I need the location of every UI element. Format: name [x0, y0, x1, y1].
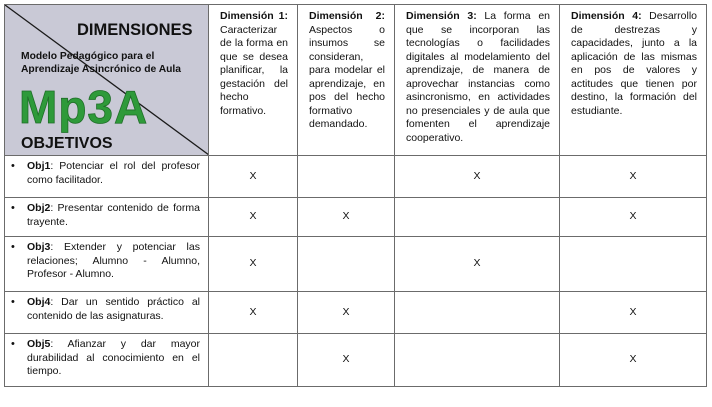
- obj3-dim1-mark: X: [209, 237, 298, 292]
- objective-3-cell: • Obj3: Extender y potenciar las relaciones; Alumno - Alumno, Profesor - Alumno.: [5, 237, 209, 292]
- objective-2-cell: • Obj2: Presentar contenido de forma trayente.: [5, 198, 209, 237]
- obj4-dim3-mark: [395, 292, 560, 334]
- corner-graphic: [5, 5, 209, 155]
- obj4-dim4-mark: X: [560, 292, 707, 334]
- obj1-dim3-mark: X: [395, 156, 560, 198]
- bullet-icon: •: [11, 296, 15, 308]
- table-row: [5, 292, 707, 334]
- objective-1-cell: • Obj1: Potenciar el rol del profesor como facilitador.: [5, 156, 209, 198]
- obj5-dim4-mark: X: [560, 334, 707, 387]
- objective-3-label: Obj3: [27, 241, 51, 253]
- bullet-icon: •: [11, 241, 15, 253]
- obj2-dim1-mark: X: [209, 198, 298, 237]
- model-line-1: Modelo Pedagógico para el: [21, 51, 155, 62]
- obj3-dim2-mark: [298, 237, 395, 292]
- mp3a-logo: Mp3A: [19, 81, 149, 133]
- dimension-3-text: La forma en que se incorporan las tecnologías o facilidades digitales al modelamiento del aprendizaje, de manera de aprovechar instancias como asincronismo, en actividades no presenciales y de aula que fomenten el aprendizaje cooperativo.: [406, 10, 551, 144]
- obj3-dim4-mark: [560, 237, 707, 292]
- obj2-dim3-mark: [395, 198, 560, 237]
- objective-4-cell: • Obj4: Dar un sentido práctico al contenido de las asignaturas.: [5, 292, 209, 334]
- objective-5-text: Afianzar y dar mayor durabilidad al conocimiento en el tiempo.: [27, 338, 200, 377]
- objective-1-text: Potenciar el rol del profesor como facilitador.: [27, 160, 200, 186]
- objective-5-cell: • Obj5: Afianzar y dar mayor durabilidad al conocimiento en el tiempo.: [5, 334, 209, 387]
- bullet-icon: •: [11, 160, 15, 172]
- objective-5-label: Obj5: [27, 338, 51, 350]
- obj5-dim3-mark: [395, 334, 560, 387]
- table-row: [5, 237, 707, 292]
- obj1-dim4-mark: X: [560, 156, 707, 198]
- table-row: [5, 156, 707, 198]
- dimension-4-title: Dimensión 4: [571, 10, 639, 22]
- bullet-icon: •: [11, 202, 15, 214]
- dimension-4-header: Dimensión 4: Desarrollo de destrezas y capacidades, junto a la aplicación de las mismas en pos de valores y actitudes que tienen por destino, la formación del estudiante.: [560, 5, 707, 156]
- dimensiones-label: DIMENSIONES: [77, 21, 193, 39]
- obj3-dim3-mark: X: [395, 237, 560, 292]
- objective-2-text: Presentar contenido de forma trayente.: [27, 202, 200, 228]
- dimension-4-text: Desarrollo de destrezas y capacidades, junto a la aplicación de las mismas en pos de valores y actitudes que tienen por destino, la formación del estudiante.: [571, 10, 697, 117]
- dimension-1-text: Caracterizar de la forma en que se desea planificar, la gestación del hecho formativo.: [220, 23, 288, 117]
- objective-4-text: Dar un sentido práctico al contenido de las asignaturas.: [27, 296, 200, 322]
- dimension-2-title: Dimensión 2: [309, 10, 382, 22]
- dimension-1-title: Dimensión 1: [220, 10, 285, 22]
- objetivos-label: OBJETIVOS: [21, 135, 113, 152]
- corner-header-cell: [5, 5, 209, 156]
- obj5-dim1-mark: [209, 334, 298, 387]
- obj1-dim2-mark: [298, 156, 395, 198]
- table-row: [5, 198, 707, 237]
- header-row: [5, 5, 707, 156]
- model-line-2: Aprendizaje Asincrónico de Aula: [21, 64, 182, 75]
- objective-3-text: Extender y potenciar las relaciones; Alumno - Alumno, Profesor - Alumno.: [27, 241, 200, 280]
- dimension-3-header: Dimensión 3: La forma en que se incorporan las tecnologías o facilidades digitales al modelamiento del aprendizaje, de manera de aprovechar instancias como asincronismo, en actividades no presenciales y de aula que fomenten el aprendizaje cooperativo.: [395, 5, 560, 156]
- objectives-dimensions-table: [4, 4, 707, 387]
- objective-4-label: Obj4: [27, 296, 51, 308]
- bullet-icon: •: [11, 338, 15, 350]
- obj5-dim2-mark: X: [298, 334, 395, 387]
- objective-2-label: Obj2: [27, 202, 51, 214]
- obj4-dim2-mark: X: [298, 292, 395, 334]
- obj1-dim1-mark: X: [209, 156, 298, 198]
- dimension-1-header: Dimensión 1: Caracterizar de la forma en que se desea planificar, la gestación del hecho formativo.: [209, 5, 298, 156]
- dimension-2-text: Aspectos o insumos se consideran, para modelar el aprendizaje, en pos del hecho formativo demandado.: [309, 23, 385, 130]
- obj2-dim2-mark: X: [298, 198, 395, 237]
- table-row: [5, 334, 707, 387]
- dimension-2-header: Dimensión 2: Aspectos o insumos se consideran, para modelar el aprendizaje, en pos del hecho formativo demandado.: [298, 5, 395, 156]
- obj4-dim1-mark: X: [209, 292, 298, 334]
- dimension-3-title: Dimensión 3: [406, 10, 474, 22]
- obj2-dim4-mark: X: [560, 198, 707, 237]
- objective-1-label: Obj1: [27, 160, 51, 172]
